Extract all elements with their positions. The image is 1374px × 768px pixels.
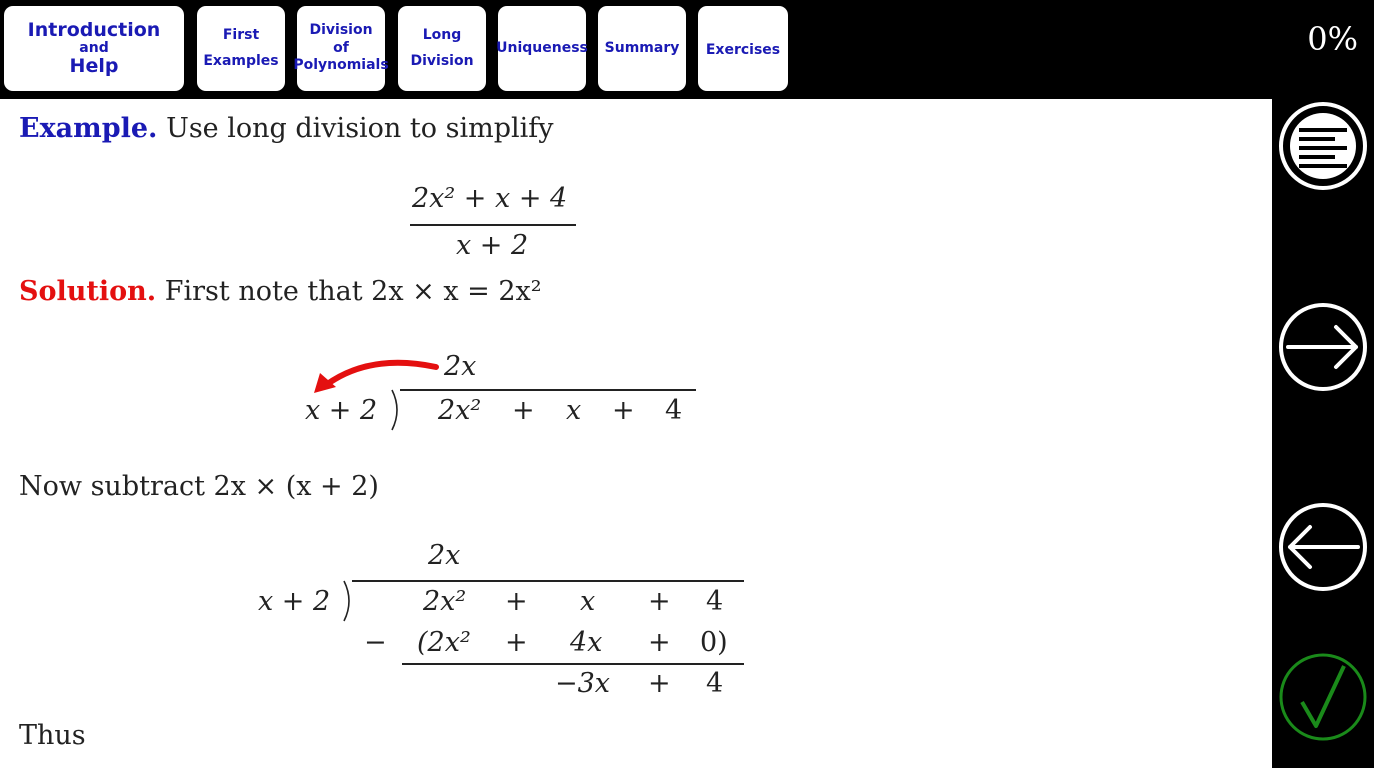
- dividend-term: +: [612, 395, 635, 426]
- tab-label: Exercises: [705, 41, 781, 58]
- thus-text: Thus: [19, 720, 86, 751]
- tab-uniqueness[interactable]: [498, 6, 586, 91]
- remainder-term: +: [648, 668, 671, 699]
- dividend-term: +: [505, 586, 528, 617]
- quotient-1: 2x: [444, 351, 477, 382]
- tab-division-of-polynomials[interactable]: [293, 6, 389, 91]
- dividend-term: 4: [706, 586, 724, 617]
- solution-label: Solution.: [19, 276, 157, 307]
- tab-exercises[interactable]: [698, 6, 788, 91]
- menu-icon[interactable]: [1278, 101, 1368, 191]
- subtrahend-term: +: [648, 627, 671, 658]
- fraction-numerator: 2x² + x + 4: [412, 183, 568, 214]
- tab-introduction-and-help[interactable]: [4, 6, 184, 91]
- fraction-denominator: x + 2: [456, 230, 529, 261]
- dividend-term: +: [512, 395, 535, 426]
- red-curved-arrow-icon: [300, 349, 450, 409]
- dividend-term: x: [566, 395, 582, 426]
- slide-navigation-sidebar: [1272, 99, 1374, 768]
- divisor-1: x + 2: [305, 395, 378, 426]
- fraction-bar: [410, 224, 576, 226]
- dividend-term: 4: [665, 395, 683, 426]
- subtrahend-term: 0): [700, 627, 728, 658]
- subtrahend-term: (2x²: [417, 627, 471, 658]
- progress-indicator: 0%: [1307, 20, 1358, 58]
- subtraction-bar: [402, 663, 744, 665]
- tab-label: Help: [69, 55, 119, 78]
- tab-label: Polynomials: [293, 57, 389, 74]
- minus-sign: −: [364, 627, 387, 658]
- subtrahend-term: +: [505, 627, 528, 658]
- division-bar-2: [352, 580, 744, 582]
- tab-label: Uniqueness: [496, 39, 588, 56]
- tab-summary[interactable]: [598, 6, 686, 91]
- example-label: Example.: [19, 113, 158, 144]
- dividend-term: 2x²: [423, 586, 467, 617]
- example-paragraph: [19, 113, 554, 144]
- quotient-2: 2x: [428, 540, 461, 571]
- subtrahend-term: 4x: [570, 627, 603, 658]
- tab-label: Division: [309, 22, 373, 39]
- slide-content: [0, 99, 1272, 768]
- remainder-term: 4: [706, 668, 724, 699]
- remainder-term: −3x: [555, 668, 611, 699]
- tab-label: of: [333, 39, 349, 56]
- top-nav-bar: [0, 0, 1374, 99]
- dividend-term: 2x²: [438, 395, 482, 426]
- division-bracket-2: [340, 579, 356, 625]
- next-arrow-icon[interactable]: [1278, 302, 1368, 392]
- dividend-term: +: [648, 586, 671, 617]
- dividend-term: x: [580, 586, 596, 617]
- tab-label: Introduction: [27, 18, 161, 41]
- tab-label: Examples: [203, 52, 279, 69]
- tab-long-division[interactable]: [398, 6, 486, 91]
- example-text: Use long division to simplify: [166, 113, 554, 144]
- divisor-2: x + 2: [258, 586, 331, 617]
- checkmark-icon[interactable]: [1278, 652, 1368, 742]
- tab-label: and: [79, 39, 109, 56]
- back-arrow-icon[interactable]: [1278, 502, 1368, 592]
- tab-label: First: [222, 27, 260, 43]
- tab-first-examples[interactable]: [197, 6, 285, 91]
- tab-label: Division: [410, 52, 474, 69]
- solution-paragraph: [19, 276, 542, 307]
- solution-text: First note that 2x × x = 2x²: [164, 276, 542, 307]
- tab-label: Long: [422, 27, 462, 43]
- subtract-text: Now subtract 2x × (x + 2): [19, 471, 379, 502]
- tab-label: Summary: [604, 39, 680, 56]
